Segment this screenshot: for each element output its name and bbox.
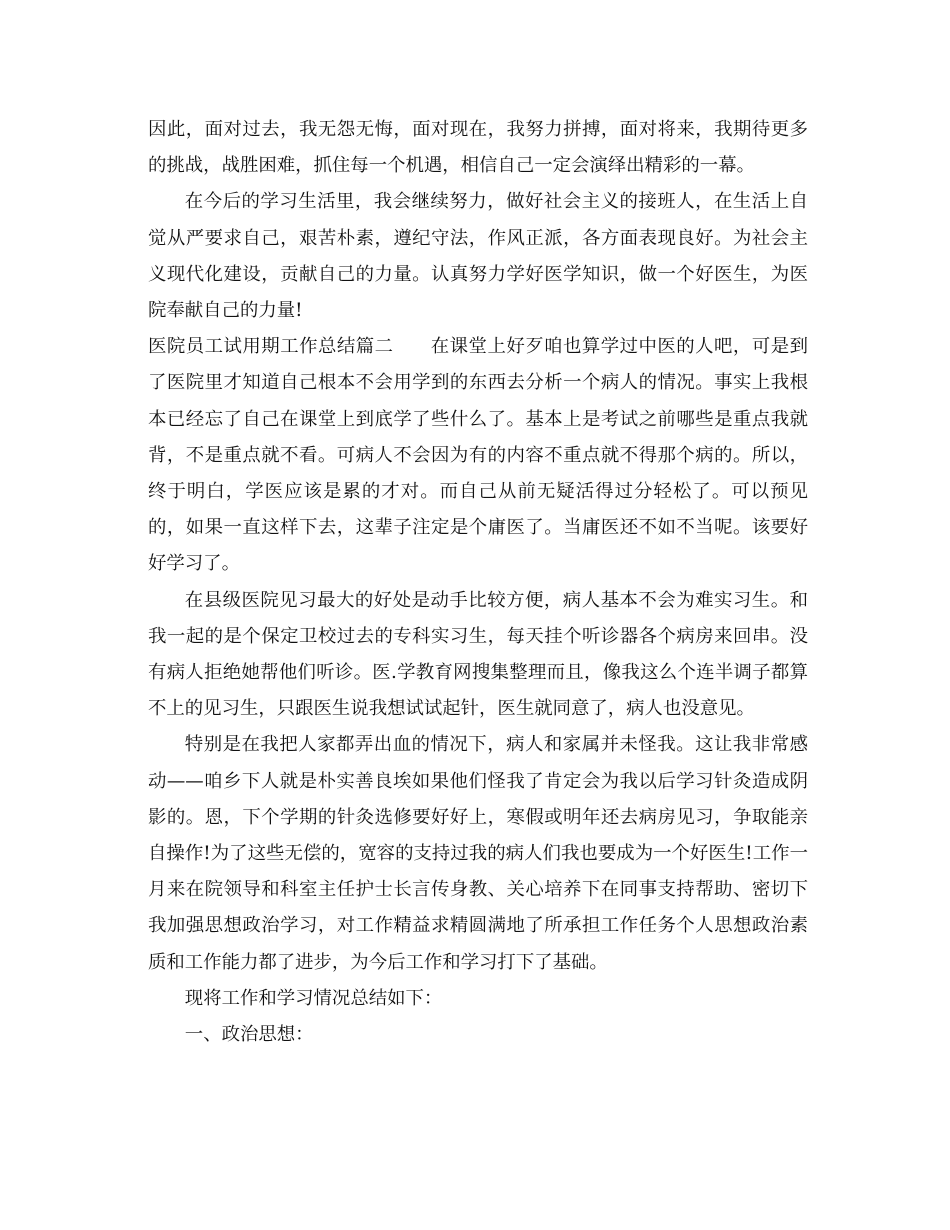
- paragraph-patient-gratitude: 特别是在我把人家都弄出血的情况下，病人和家属并未怪我。这让我非常感动——咱乡下人就是朴实善良埃如果他们怪我了肯定会为我以后学习针灸造成阴影的。恩，下个学期的针灸选修要好好上，寒假或明年还去病房见习，争取能亲自操作!为了这些无偿的，宽容的支持过我的病人们我也要成为一个好医生!工作一月来在院领导和科室主任护士长言传身教、关心培养下在同事支持帮助、密切下我加强思想政治学习，对工作精益求精圆满地了所承担工作任务个人思想政治素质和工作能力都了进步，为今后工作和学习打下了基础。: [148, 734, 808, 973]
- paragraph-county-hospital: 在县级医院见习最大的好处是动手比较方便，病人基本不会为难实习生。和我一起的是个保定卫校过去的专科实习生，每天挂个听诊器各个病房来回串。没有病人拒绝她帮他们听诊。医.学教育网搜集整理而且，像我这么个连半调子都算不上的见习生，只跟医生说我想试试起针，医生就同意了，病人也没意见。: [148, 589, 808, 720]
- paragraph-future-study: 在今后的学习生活里，我会继续努力，做好社会主义的接班人，在生活上自觉从严要求自己，艰苦朴素，遵纪守法，作风正派，各方面表现良好。为社会主义现代化建设，贡献自己的力量。认真努力学好医学知识，做一个好医生，为医院奉献自己的力量!: [148, 191, 808, 322]
- paragraph-political-heading: 一、政治思想：: [184, 1024, 314, 1046]
- paragraph-summary-intro: 现将工作和学习情况总结如下：: [184, 987, 443, 1009]
- section-lead-text: 在课堂上好歹咱也算学过中医的人吧，可是到了医院里才知道自己根本不会用学到的东西去分析一个病人的情况。事实上我根本已经忘了自己在课堂上到底学了些什么了。基本上是考试之前哪些是重点我就背，不是重点就不看。可病人不会因为有的内容不重点就不得那个病的。所以，终于明白，学医应该是累的才对。而自己从前无疑活得过分轻松了。可以预见的，如果一直这样下去，这辈子注定是个庸医了。当庸医还不如不当呢。该要好好学习了。: [148, 336, 808, 575]
- document-body: [148, 112, 808, 1053]
- paragraph-section-two: [148, 329, 808, 582]
- section-title: 医院员工试用期工作总结篇二: [148, 336, 394, 358]
- paragraph-intro: 因此，面对过去，我无怨无悔，面对现在，我努力拼搏，面对将来，我期待更多的挑战，战胜困难，抓住每一个机遇，相信自己一定会演绎出精彩的一幕。: [148, 119, 808, 177]
